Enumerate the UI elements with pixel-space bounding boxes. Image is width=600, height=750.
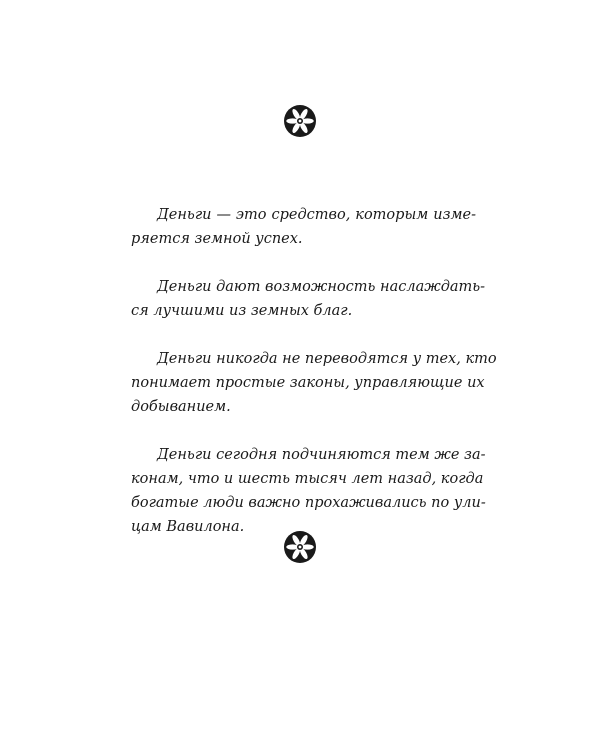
paragraph-line: конам, что и шесть тысяч лет назад, когда [131,471,484,487]
flower-ornament-icon [283,530,317,564]
paragraph-1 [131,203,476,251]
paragraph-line: Деньги дают возможность наслаждать- [157,279,486,295]
paragraph-line: ся лучшими из земных благ. [131,303,353,319]
flower-ornament-icon [283,104,317,138]
paragraph-line: Деньги сегодня подчиняются тем же за- [157,447,486,463]
paragraph-line: богатые люди важно прохаживались по ули- [131,495,486,511]
paragraph-line: Деньги — это средство, которым изме- [157,207,476,223]
paragraph-line: ряется земной успех. [131,231,303,247]
quote-text-block [131,203,497,563]
paragraph-3 [131,347,497,419]
paragraph-2 [131,275,486,323]
paragraph-line: понимает простые законы, управляющие их [131,375,485,391]
paragraph-4 [131,443,486,539]
paragraph-line: Деньги никогда не переводятся у тех, кто [157,351,497,367]
paragraph-line: добыванием. [131,399,231,415]
paragraph-line: цам Вавилона. [131,519,245,535]
